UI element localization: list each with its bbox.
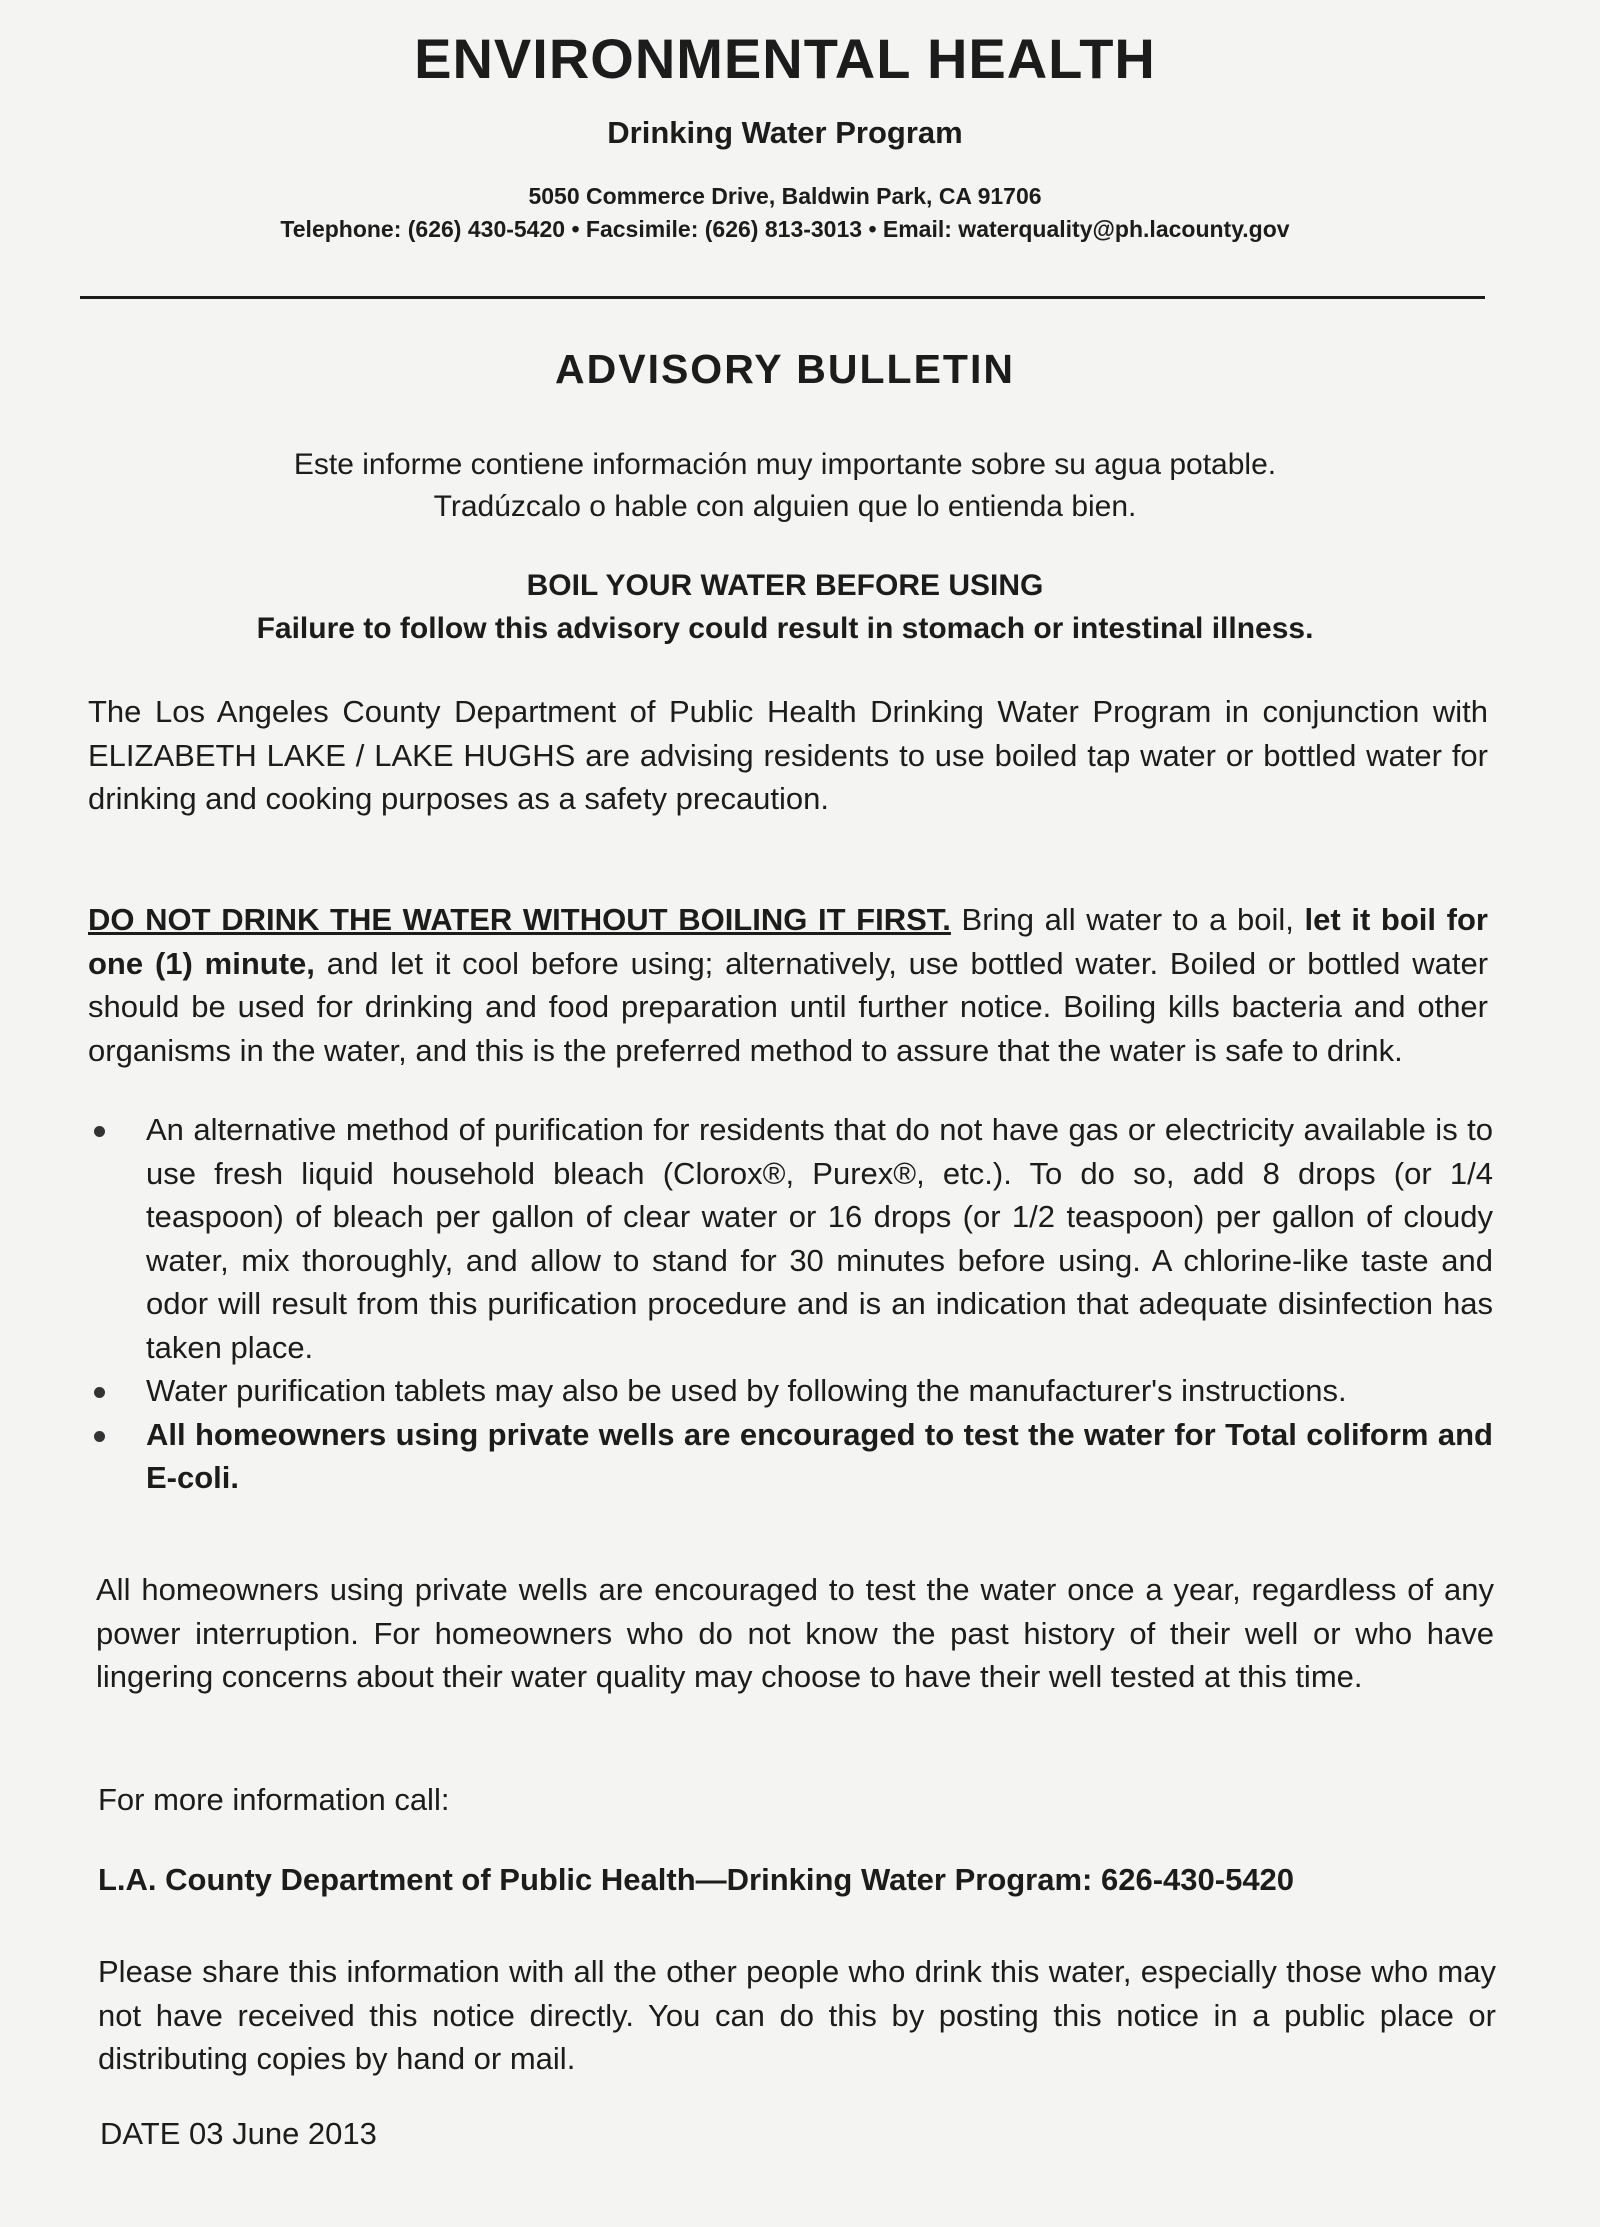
masthead (80, 26, 1490, 243)
spanish-notice (80, 444, 1490, 528)
bullet-icon (94, 1387, 105, 1398)
instructions-boil-time: let it boil for one (1) minute, (88, 902, 1488, 981)
list-item-text: Water purification tablets may also be used by following the manufacturer's instructions. (146, 1373, 1347, 1408)
list-item-text: All homeowners using private wells are encouraged to test the water for Total coliform and E-coli. (146, 1416, 1493, 1495)
list-item-text: An alternative method of purification for residents that do not have gas or electricity available is to use fresh liquid household bleach (Clorox®, Purex®, etc.). To do so, add 8 drops (or 1/4 teaspoon) of bleach per gallon of clear water or 16 drops (or 1/2 teaspoon) per gallon of cloudy water, mix thoroughly, and allow to stand for 30 minutes before using. A chlorine-like taste and odor will result from this purification procedure and is an indication that adequate disinfection has taken place. (146, 1112, 1493, 1365)
instructions-part-1: Bring all water to a boil, (950, 902, 1305, 937)
bulletin-title: ADVISORY BULLETIN (555, 346, 1015, 392)
bulletin-date: DATE 03 June 2013 (100, 2116, 377, 2151)
instructions-part-2: and let it cool before using; alternatively, use bottled water. Boiled or bottled water should be used for drinking and food preparation until further notice. Boiling kills bacteria and other organisms in the water, and this is the preferred method to assure that the water is safe to drink. (88, 945, 1489, 1068)
list-item (88, 1413, 1493, 1500)
agency-address: 5050 Commerce Drive, Baldwin Park, CA 91706 (528, 183, 1042, 209)
list-item (88, 1108, 1493, 1369)
bullet-icon (94, 1431, 105, 1442)
instructions-paragraph (88, 898, 1488, 1072)
agency-title: ENVIRONMENTAL HEALTH (414, 27, 1156, 90)
instructions-lead: DO NOT DRINK THE WATER WITHOUT BOILING IT FIRST. (88, 902, 951, 937)
spanish-notice-line-2: Tradúzcalo o hable con alguien que lo entienda bien. (433, 490, 1137, 523)
boil-notice (80, 564, 1490, 650)
more-info-label: For more information call: (98, 1782, 450, 1817)
boil-warning: Failure to follow this advisory could result in stomach or intestinal illness. (256, 612, 1314, 645)
intro-paragraph: The Los Angeles County Department of Public Health Drinking Water Program in conjunction with ELIZABETH LAKE / LAKE HUGHS are advising residents to use boiled tap water or bottled water for drinking and cooking purposes as a safety precaution. (88, 694, 1488, 816)
list-item (88, 1369, 1493, 1413)
spanish-notice-line-1: Este informe contiene información muy importante sobre su agua potable. (293, 448, 1277, 481)
purification-list (88, 1108, 1493, 1500)
wells-paragraph: All homeowners using private wells are encouraged to test the water once a year, regardless of any power interruption. For homeowners who do not know the past history of their well or who have lingering concerns about their water quality may choose to have their well tested at this time. (96, 1572, 1494, 1694)
share-paragraph: Please share this information with all the other people who drink this water, especially those who may not have received this notice directly. You can do this by posting this notice in a public place or distributing copies by hand or mail. (98, 1954, 1496, 2076)
agency-contact-line: Telephone: (626) 430-5420 • Facsimile: (626) 813-3013 • Email: waterquality@ph.lacounty.gov (280, 216, 1290, 242)
program-contact-line: L.A. County Department of Public Health—Drinking Water Program: 626-430-5420 (98, 1862, 1295, 1897)
program-name: Drinking Water Program (607, 115, 963, 150)
boil-headline: BOIL YOUR WATER BEFORE USING (526, 569, 1044, 602)
bullet-icon (94, 1126, 105, 1137)
header-divider (80, 296, 1485, 299)
